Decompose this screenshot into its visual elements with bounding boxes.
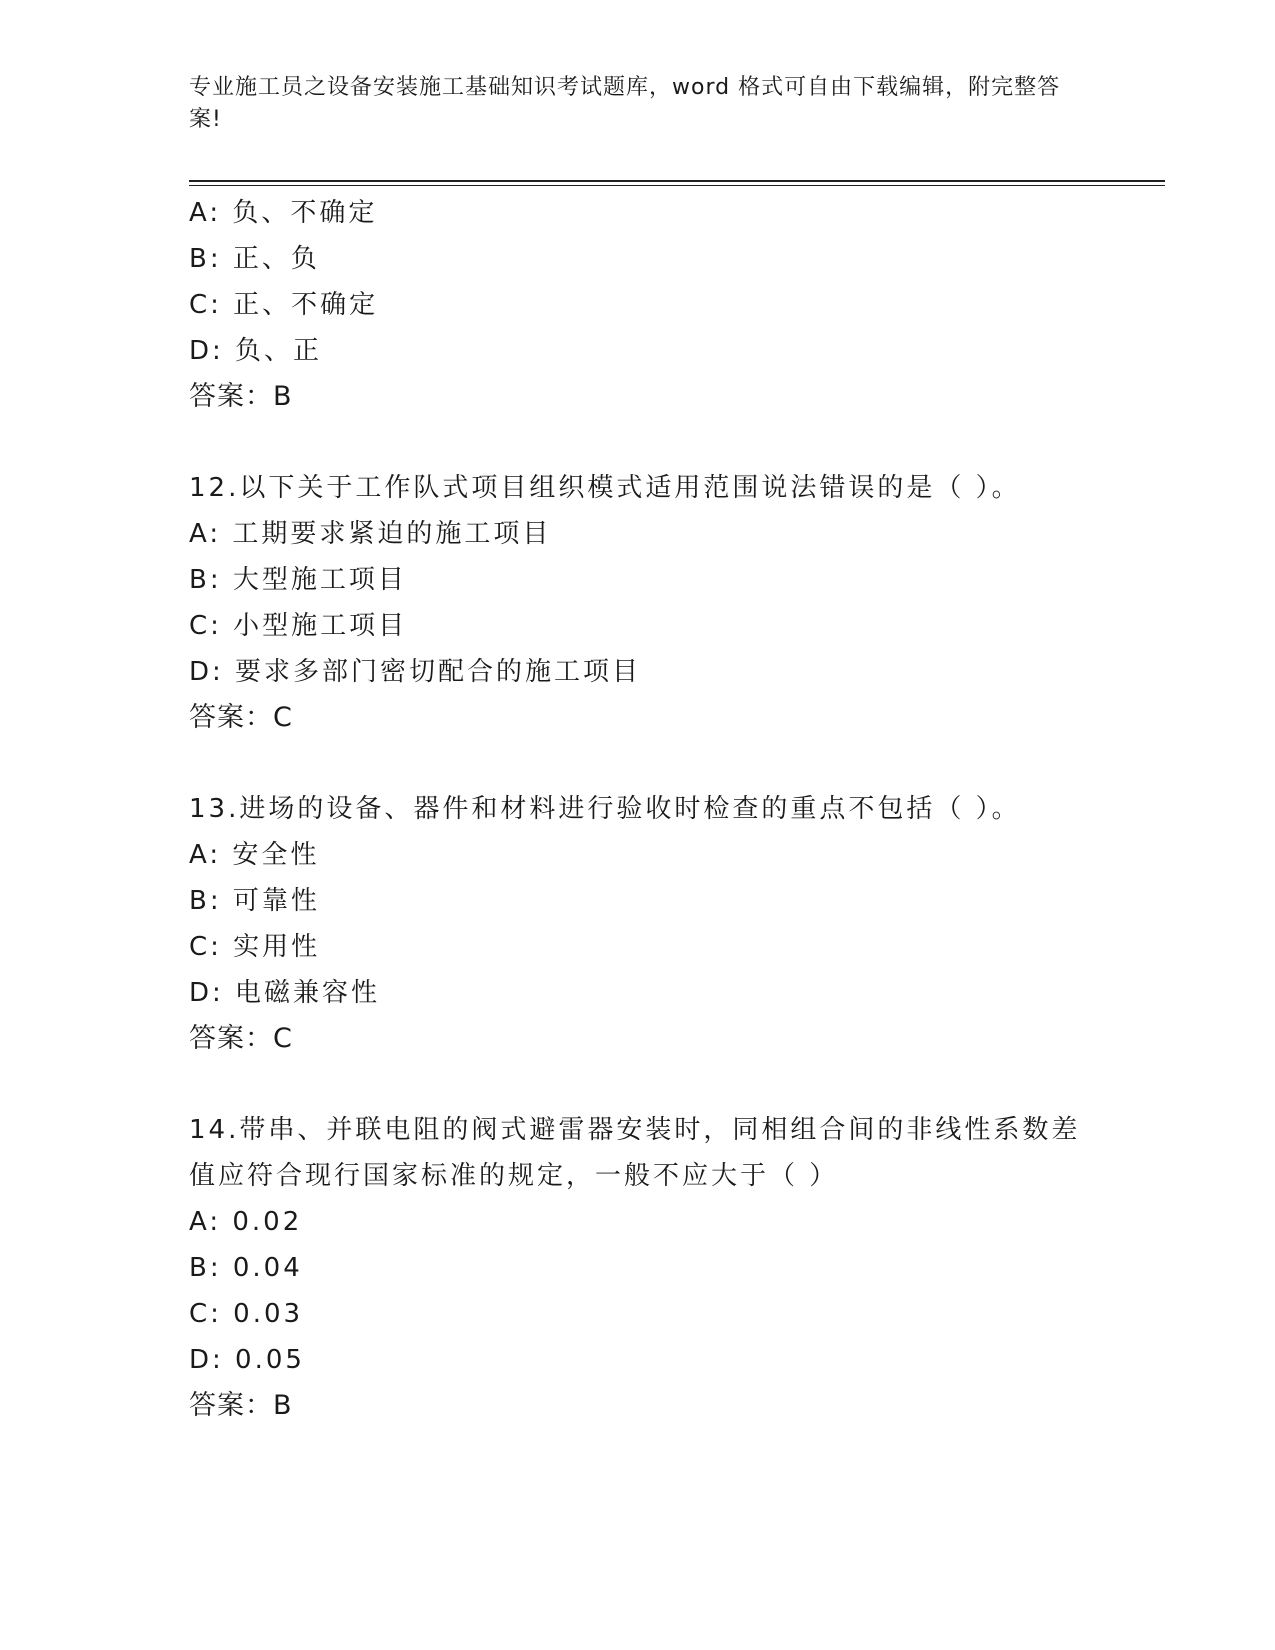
option-b: B: 可靠性 [189, 886, 320, 916]
option-c: C: 正、不确定 [189, 290, 379, 320]
answer-line: 答案：C [189, 1023, 293, 1054]
question-text: 14.带串、并联电阻的阀式避雷器安装时，同相组合间的非线性系数差值应符合现行国家标准的规定，一般不应大于（ ） [189, 1115, 1081, 1191]
answer-line: 答案：B [189, 1390, 293, 1421]
option-c: C: 实用性 [189, 932, 321, 962]
option-b: B: 大型施工项目 [189, 565, 407, 595]
question-block-12 [189, 465, 1089, 741]
option-a: A: 安全性 [189, 840, 320, 870]
question-block-13 [189, 786, 1089, 1062]
option-a: A: 负、不确定 [189, 198, 378, 228]
option-a: A: 工期要求紧迫的施工项目 [189, 519, 552, 549]
header-divider-thick [189, 180, 1165, 182]
question-block-14 [189, 1107, 1089, 1429]
answer-line: 答案：B [189, 381, 293, 412]
option-c: C: 0.03 [189, 1299, 304, 1329]
answer-line: 答案：C [189, 702, 293, 733]
option-d: D: 要求多部门密切配合的施工项目 [189, 657, 642, 687]
option-b: B: 正、负 [189, 244, 320, 274]
spacer [189, 1062, 1089, 1107]
question-list [189, 190, 1089, 1429]
option-a: A: 0.02 [189, 1207, 303, 1237]
option-d: D: 电磁兼容性 [189, 978, 381, 1008]
option-d: D: 负、正 [189, 336, 323, 366]
option-d: D: 0.05 [189, 1345, 305, 1375]
spacer [189, 420, 1089, 465]
question-text: 13.进场的设备、器件和材料进行验收时检查的重点不包括（ ）。 [189, 794, 1021, 824]
spacer [189, 741, 1089, 786]
option-b: B: 0.04 [189, 1253, 303, 1283]
header-divider-thin [189, 185, 1165, 186]
question-text: 12.以下关于工作队式项目组织模式适用范围说法错误的是（ ）。 [189, 473, 1021, 503]
prev-question-block [189, 190, 1089, 420]
document-header: 专业施工员之设备安装施工基础知识考试题库，word 格式可自由下载编辑，附完整答案! [189, 75, 1061, 132]
option-c: C: 小型施工项目 [189, 611, 408, 641]
